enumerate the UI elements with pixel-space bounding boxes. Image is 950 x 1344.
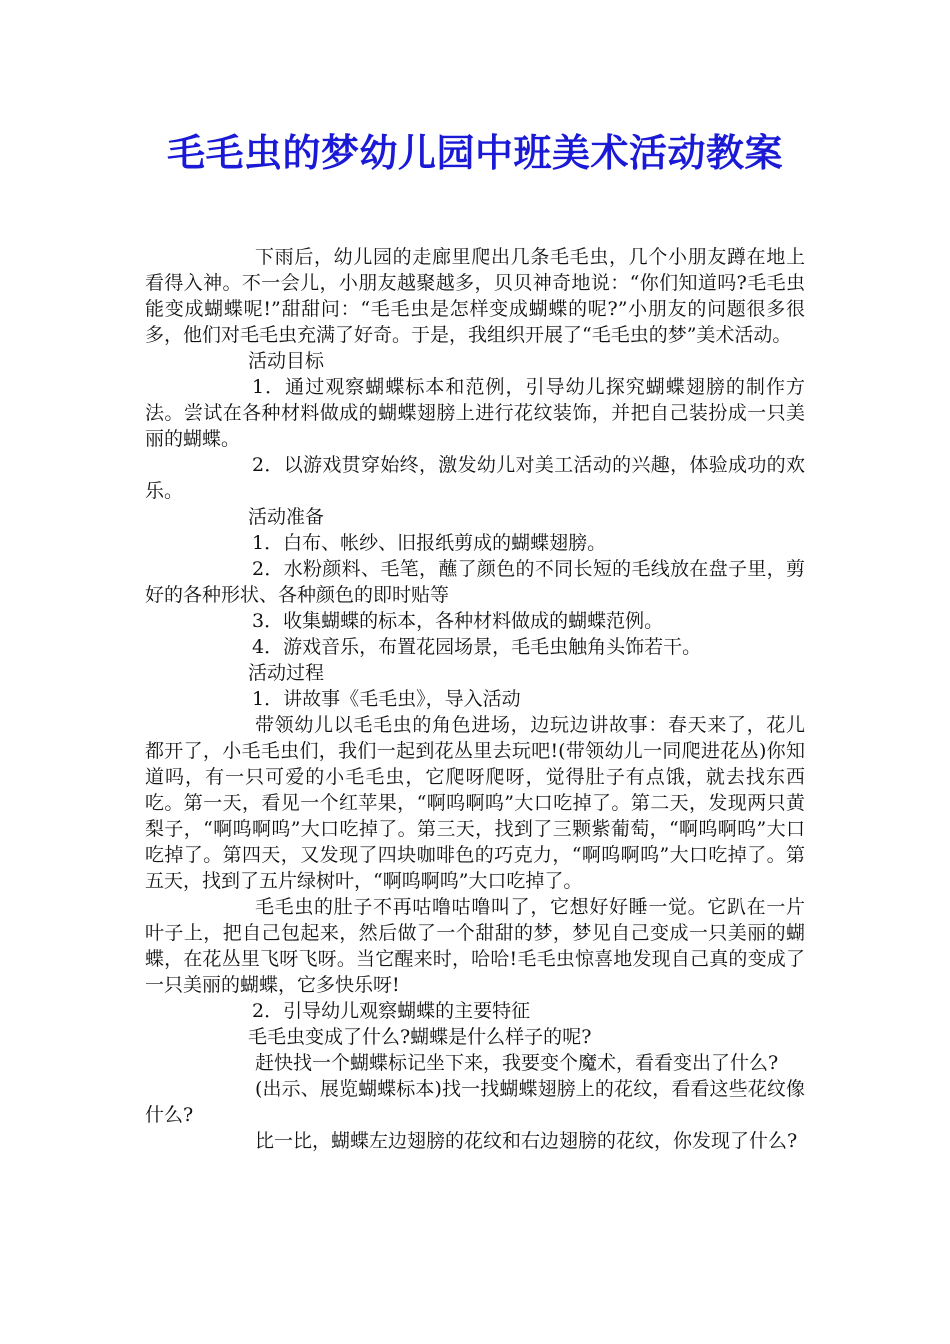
section-heading-preparation: 活动准备 [248,506,325,528]
process-step-2: 2．引导幼儿观察蝴蝶的主要特征 [252,1000,531,1022]
magic-paragraph: 赶快找一个蝴蝶标记坐下来，我要变个魔术，看看变出了什么? [255,1052,779,1074]
process-step-1: 1．讲故事《毛毛虫》，导入活动 [252,688,521,710]
intro-paragraph: 下雨后，幼儿园的走廊里爬出几条毛毛虫，几个小朋友蹲在地上看得入神。不一会儿，小朋友越聚越多，贝贝神奇地说：“你们知道吗?毛毛虫能变成蝴蝶呢!”甜甜问：“毛毛虫是怎样变成蝴蝶的呢?”小朋友的问题很多很多，他们对毛毛虫充满了好奇。于是，我组织开展了“毛毛虫的梦”美术活动。 [145,246,805,346]
section-heading-goals: 活动目标 [248,350,325,372]
compare-paragraph: 比一比，蝴蝶左边翅膀的花纹和右边翅膀的花纹，你发现了什么? [255,1130,798,1152]
preparation-item-3: 3．收集蝴蝶的标本，各种材料做成的蝴蝶范例。 [252,610,664,632]
story-paragraph-1: 带领幼儿以毛毛虫的角色进场，边玩边讲故事：春天来了，花儿都开了，小毛毛虫们，我们一起到花丛里去玩吧!(带领幼儿一同爬进花丛)你知道吗，有一只可爱的小毛毛虫，它爬呀爬呀，觉得肚子有点饿，就去找东西吃。第一天，看见一个红苹果，“啊呜啊呜”大口吃掉了。第二天，发现两只黄梨子，“啊呜啊呜”大口吃掉了。第三天，找到了三颗紫葡萄，“啊呜啊呜”大口吃掉了。第四天，又发现了四块咖啡色的巧克力，“啊呜啊呜”大口吃掉了。第五天，找到了五片绿树叶，“啊呜啊呜”大口吃掉了。 [145,714,805,892]
preparation-item-1: 1．白布、帐纱、旧报纸剪成的蝴蝶翅膀。 [252,532,607,554]
section-heading-process: 活动过程 [248,662,325,684]
specimen-paragraph: (出示、展览蝴蝶标本)找一找蝴蝶翅膀上的花纹，看看这些花纹像什么? [145,1078,805,1126]
document-body [145,244,805,1154]
preparation-item-4: 4．游戏音乐，布置花园场景，毛毛虫触角头饰若干。 [252,636,702,658]
goal-item-1: 1．通过观察蝴蝶标本和范例，引导幼儿探究蝴蝶翅膀的制作方法。尝试在各种材料做成的蝴蝶翅膀上进行花纹装饰，并把自己装扮成一只美丽的蝴蝶。 [145,376,805,450]
goal-item-2: 2．以游戏贯穿始终，激发幼儿对美工活动的兴趣，体验成功的欢乐。 [145,454,805,502]
document-title: 毛毛虫的梦幼儿园中班美术活动教案 [166,131,783,175]
question-paragraph: 毛毛虫变成了什么?蝴蝶是什么样子的呢? [248,1026,592,1048]
preparation-item-2: 2．水粉颜料、毛笔，蘸了颜色的不同长短的毛线放在盘子里，剪好的各种形状、各种颜色的即时贴等 [145,558,805,606]
story-paragraph-2: 毛毛虫的肚子不再咕噜咕噜叫了，它想好好睡一觉。它趴在一片叶子上，把自己包起来，然后做了一个甜甜的梦，梦见自己变成一只美丽的蝴蝶，在花丛里飞呀飞呀。当它醒来时，哈哈!毛毛虫惊喜地发现自己真的变成了一只美丽的蝴蝶，它多快乐呀! [145,896,805,996]
